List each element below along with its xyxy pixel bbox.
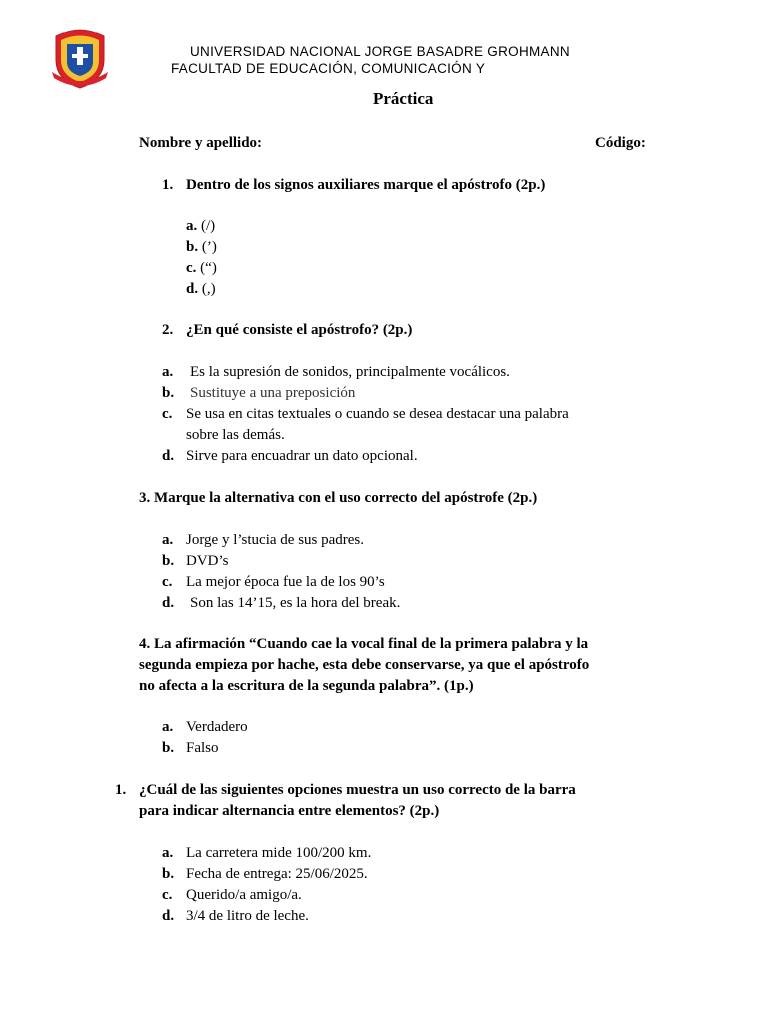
- option-text: DVD’s: [186, 553, 229, 569]
- question-text: no afecta a la escritura de la segunda palabra”. (1p.): [139, 678, 474, 694]
- option-text-continued: sobre las demás.: [186, 427, 285, 443]
- option-text: Es la supresión de sonidos, principalmente vocálicos.: [190, 364, 510, 380]
- option-text: Falso: [186, 740, 219, 756]
- option-letter: b.: [162, 866, 175, 882]
- question-text: 3. Marque la alternativa con el uso correcto del apóstrofe (2p.): [139, 490, 538, 506]
- question-text: segunda empieza por hache, esta debe conservarse, ya que el apóstrofo: [139, 657, 590, 673]
- question-number: 2.: [162, 322, 174, 338]
- option-letter: d.: [162, 448, 175, 464]
- name-label: Nombre y apellido:: [139, 135, 263, 151]
- option-letter: a.: [162, 364, 174, 380]
- list-item: d. (,): [186, 281, 216, 297]
- question-text: 4. La afirmación “Cuando cae la vocal final de la primera palabra y la: [139, 636, 589, 652]
- option-letter: c.: [162, 406, 173, 422]
- list-item: c. (“): [186, 260, 217, 276]
- option-letter: c.: [162, 887, 173, 903]
- question-number: 1.: [115, 782, 127, 798]
- option-letter: a.: [162, 845, 174, 861]
- option-text: Son las 14’15, es la hora del break.: [190, 595, 401, 611]
- option-text: Sirve para encuadrar un dato opcional.: [186, 448, 418, 464]
- code-label: Código:: [595, 135, 646, 151]
- option-text: Fecha de entrega: 25/06/2025.: [186, 866, 368, 882]
- question-number: 1.: [162, 177, 174, 193]
- option-letter: b.: [162, 385, 175, 401]
- option-letter: c.: [162, 574, 173, 590]
- university-crest-logo: [50, 26, 110, 90]
- option-text: La carretera mide 100/200 km.: [186, 845, 372, 861]
- question-text: ¿En qué consiste el apóstrofo? (2p.): [186, 322, 413, 338]
- university-name: UNIVERSIDAD NACIONAL JORGE BASADRE GROHMANN: [190, 44, 570, 59]
- question-text: para indicar alternancia entre elementos? (2p.): [139, 803, 440, 819]
- option-letter: b.: [162, 740, 175, 756]
- list-item: a. (/): [186, 218, 216, 234]
- option-text: 3/4 de litro de leche.: [186, 908, 309, 924]
- option-text: Jorge y l’stucia de sus padres.: [186, 532, 365, 548]
- option-text: La mejor época fue la de los 90’s: [186, 574, 385, 590]
- page-title: Práctica: [373, 89, 434, 108]
- faculty-name: FACULTAD DE EDUCACIÓN, COMUNICACIÓN Y: [171, 61, 486, 76]
- option-letter: d.: [162, 595, 175, 611]
- option-letter: b.: [162, 553, 175, 569]
- option-text: Verdadero: [186, 719, 248, 735]
- list-item: b. (’): [186, 239, 217, 255]
- question-text: ¿Cuál de las siguientes opciones muestra un uso correcto de la barra: [139, 782, 576, 798]
- option-text: Querido/a amigo/a.: [186, 887, 302, 903]
- option-text: Sustituye a una preposición: [190, 385, 356, 401]
- option-letter: a.: [162, 532, 174, 548]
- question-text: Dentro de los signos auxiliares marque el apóstrofo (2p.): [186, 177, 546, 193]
- option-letter: d.: [162, 908, 175, 924]
- option-letter: a.: [162, 719, 174, 735]
- option-text: Se usa en citas textuales o cuando se desea destacar una palabra: [186, 406, 569, 422]
